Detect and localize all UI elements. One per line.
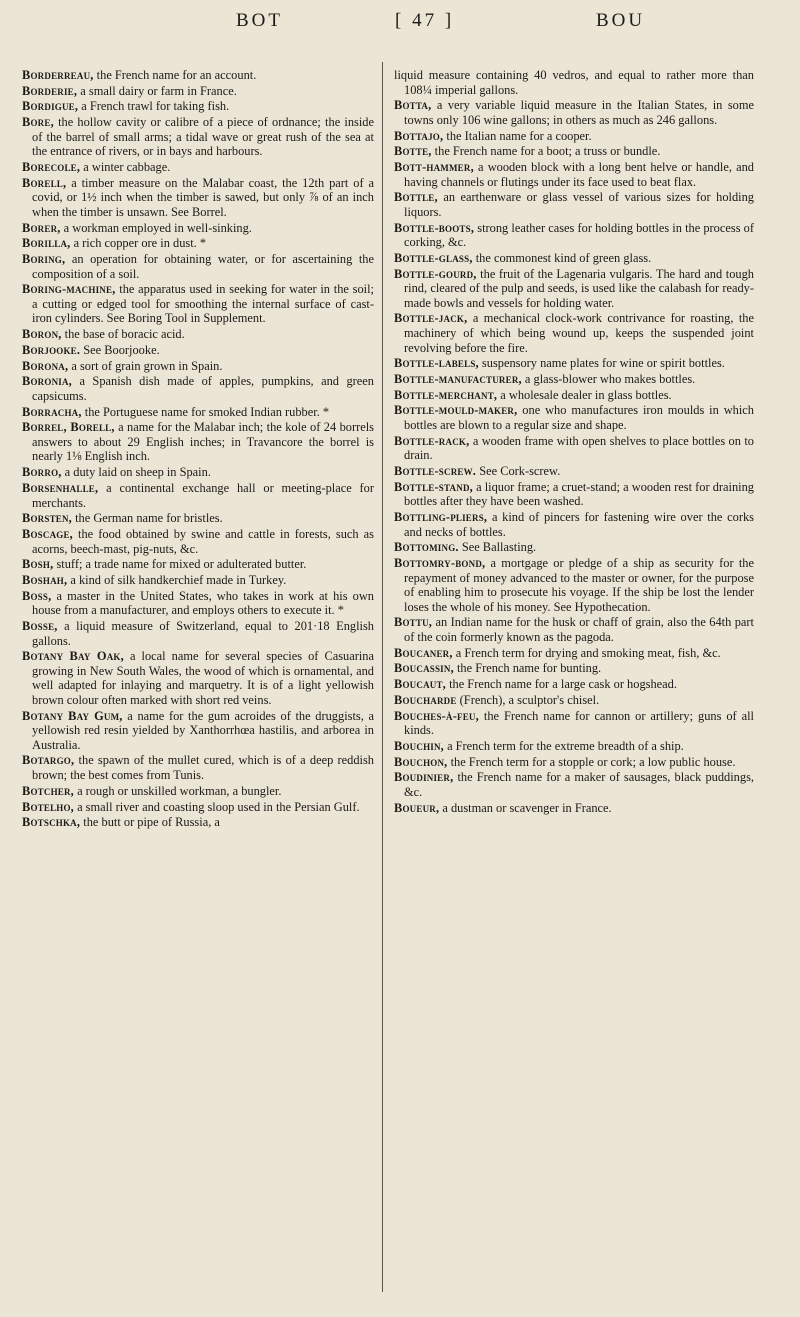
dictionary-entry	[394, 356, 754, 371]
entry-definition: a master in the United States, who takes in work at his own house from a manufacturer, and employs others to execute it. *	[32, 588, 374, 618]
entry-definition: liquid measure containing 40 vedros, and equal to rather more than 108¼ imperial gallons.	[394, 68, 754, 97]
entry-headword: Borell,	[22, 175, 67, 190]
page-number: [ 47 ]	[395, 10, 455, 31]
dictionary-entry	[22, 649, 374, 707]
entry-definition: a small dairy or farm in France.	[77, 83, 237, 98]
entry-headword: Botte,	[394, 144, 432, 159]
dictionary-entry	[22, 784, 374, 799]
entry-definition: the French name for a large cask or hogshead.	[445, 677, 677, 692]
entry-definition: a timber measure on the Malabar coast, the 12th part of a covid, or 1½ inch when the timber is sawed, but only ⅞ of an inch when the timber is unsawn. See Borrel.	[32, 175, 374, 219]
dictionary-entry	[22, 359, 374, 374]
dictionary-entry	[394, 434, 754, 463]
entry-headword: Bottle-manufacturer,	[394, 372, 522, 386]
entry-definition: the French name for cannon or artillery; guns of all kinds.	[404, 708, 754, 738]
dictionary-entry	[22, 252, 374, 281]
entry-headword: Bottle-labels,	[394, 356, 479, 371]
entry-definition: the French name for a boot; a truss or bundle.	[431, 144, 661, 159]
dictionary-entry	[394, 677, 754, 692]
dictionary-entry	[22, 753, 374, 782]
entry-headword: Borsenhalle,	[22, 480, 99, 495]
entry-headword: Boronia,	[22, 374, 72, 389]
entry-headword: Bottle-jack,	[394, 311, 468, 326]
entry-definition: one who manufactures iron moulds in which bottles are blown to a regular size and shape.	[404, 403, 754, 433]
entry-definition: the base of boracic acid.	[61, 327, 185, 342]
dictionary-entry	[394, 403, 754, 432]
entry-definition: a rich copper ore in dust. *	[70, 236, 207, 251]
entry-definition: an earthenware or glass vessel of various sizes for holding liquors.	[404, 190, 754, 219]
entry-headword: Boshah,	[22, 572, 68, 587]
entry-definition: a liquor frame; a cruet-stand; a wooden rest for draining bottles after they have been washed.	[404, 479, 754, 509]
entry-headword: Boring,	[22, 252, 66, 267]
entry-headword: Boron,	[22, 327, 62, 342]
entry-headword: Borilla,	[22, 236, 71, 251]
entry-definition: an operation for obtaining water, or for ascertaining the composition of a soil.	[32, 252, 374, 281]
header-right-guide-word: BOU	[596, 10, 646, 31]
left-column	[22, 68, 374, 1298]
entry-headword: Bottajo,	[394, 128, 444, 143]
entry-definition: the Italian name for a cooper.	[443, 128, 592, 143]
right-column	[394, 68, 754, 1298]
dictionary-entry	[22, 343, 374, 358]
entry-definition: a very variable liquid measure in the Italian States, in some towns only 106 wine gallons; in others as much as 246 gallons.	[404, 98, 754, 127]
entry-definition: a kind of silk handkerchief made in Turkey.	[67, 572, 287, 587]
entry-headword: Borrel, Borell,	[22, 420, 115, 435]
entry-headword: Borer,	[22, 220, 61, 235]
entry-definition: an Indian name for the husk or chaff of grain, also the 64th part of the coin formerly known as the pagoda.	[404, 615, 754, 644]
entry-definition: a wooden block with a long bent helve or handle, and having channels or flutings under its face used to beat flax.	[404, 160, 754, 189]
entry-definition: the food obtained by swine and cattle in forests, such as acorns, beech-mast, pig-nuts, &c.	[32, 526, 374, 556]
dictionary-entry	[22, 160, 374, 175]
dictionary-entry	[22, 68, 374, 83]
entry-definition: a mortgage or pledge of a ship as security for the repayment of money advanced to the master or owner, for the purpose of enabling him to prosecute his voyage. If the ship be lost the lender loses the whole of his money. See Hypothecation.	[404, 556, 754, 614]
entry-definition: (French), a sculptor's chisel.	[456, 692, 600, 707]
entry-headword: Bosh,	[22, 557, 54, 572]
running-header	[0, 10, 800, 38]
entry-definition: See Boorjooke.	[80, 342, 160, 357]
entry-definition: a mechanical clock-work contrivance for roasting, the machinery of which being wound up, keeps the suspended joint revolving before the fire.	[404, 311, 754, 355]
entry-headword: Botta,	[394, 98, 432, 113]
dictionary-entry	[394, 372, 754, 387]
entry-definition: the hollow cavity or calibre of a piece of ordnance; the inside of the barrel of small arms; a tidal wave or great rush of the sea at the entrance of rivers, or in bays and harbours.	[32, 115, 374, 159]
entry-definition: a continental exchange hall or meeting-place for merchants.	[32, 480, 374, 510]
entry-definition: the fruit of the Lagenaria vulgaris. The hard and tough rind, cleared of the pulp and seeds, is used like the calabash for ready-made bowls and vessels for holding water.	[404, 266, 754, 310]
entry-headword: Bottomry-bond,	[394, 556, 486, 571]
dictionary-entry	[394, 311, 754, 355]
entry-definition: the French name for bunting.	[453, 661, 602, 676]
dictionary-entry	[394, 464, 754, 479]
entry-definition: a French trawl for taking fish.	[78, 99, 230, 114]
dictionary-entry	[22, 221, 374, 236]
dictionary-entry	[394, 98, 754, 127]
entry-definition: See Ballasting.	[458, 540, 537, 555]
dictionary-entry	[22, 84, 374, 99]
dictionary-entry	[22, 557, 374, 572]
dictionary-entry	[22, 589, 374, 618]
entry-headword: Bouchon,	[394, 754, 448, 769]
dictionary-entry	[394, 388, 754, 403]
entry-headword: Boudinier,	[394, 770, 454, 785]
entry-definition: a name for the Malabar inch; the kole of 24 borrels answers to about 29 English inches; in Travancore the borrel is nearly 1⅛ English inch.	[32, 420, 374, 464]
entry-definition: a winter cabbage.	[80, 160, 171, 175]
dictionary-entry	[394, 661, 754, 676]
entry-headword: Botelho,	[22, 799, 74, 814]
entry-definition: the French name for a maker of sausages, black puddings, &c.	[404, 770, 754, 799]
dictionary-entry	[394, 693, 754, 708]
dictionary-entry	[22, 465, 374, 480]
entry-definition: a small river and coasting sloop used in the Persian Gulf.	[73, 799, 360, 814]
dictionary-entry	[22, 115, 374, 159]
entry-headword: Bottle-boots,	[394, 220, 475, 235]
entry-headword: Bottle-merchant,	[394, 387, 498, 402]
dictionary-entry	[394, 144, 754, 159]
entry-headword: Botany Bay Oak,	[22, 649, 124, 664]
dictionary-entry	[22, 327, 374, 342]
dictionary-entry	[394, 267, 754, 311]
entry-definition: a name for the gum acroides of the druggists, a yellowish red resin yielded by Xanthorrhœa hastilis, and arborea in Australia.	[32, 708, 374, 752]
dictionary-entry	[394, 755, 754, 770]
dictionary-entry	[394, 480, 754, 509]
dictionary-entry	[394, 556, 754, 614]
entry-headword: Bottle-screw.	[394, 464, 477, 479]
entry-headword: Bottle-mould-maker,	[394, 403, 518, 418]
entry-definition: suspensory name plates for wine or spirit bottles.	[478, 356, 725, 371]
entry-headword: Borderreau,	[22, 68, 94, 82]
dictionary-entry	[22, 815, 374, 830]
entry-definition: the commonest kind of green glass.	[472, 250, 652, 265]
entry-definition: a wooden frame with open shelves to place bottles on to drain.	[404, 433, 754, 463]
entry-definition: a French term for the extreme breadth of a ship.	[443, 738, 684, 753]
entry-headword: Borderie,	[22, 83, 78, 98]
entry-definition: a dustman or scavenger in France.	[439, 800, 612, 815]
dictionary-entry	[22, 282, 374, 326]
entry-headword: Bott-hammer,	[394, 160, 474, 175]
dictionary-entry	[22, 481, 374, 510]
dictionary-entry	[394, 646, 754, 661]
entry-headword: Bosse,	[22, 619, 58, 633]
entry-headword: Bottle-stand,	[394, 479, 473, 494]
entry-headword: Borracha,	[22, 404, 82, 419]
dictionary-entry	[394, 160, 754, 189]
entry-headword: Boss,	[22, 588, 52, 603]
entry-headword: Boucaut,	[394, 677, 446, 692]
entry-headword: Botcher,	[22, 783, 74, 798]
entry-definition: a duty laid on sheep in Spain.	[61, 465, 211, 480]
entry-definition: a rough or unskilled workman, a bungler.	[73, 783, 282, 798]
dictionary-entry	[22, 527, 374, 556]
dictionary-entry	[394, 801, 754, 816]
entry-definition: a glass-blower who makes bottles.	[521, 372, 696, 386]
dictionary-entry	[394, 540, 754, 555]
header-left-guide-word: BOT	[236, 10, 283, 31]
entry-definition: a local name for several species of Casuarina growing in New South Wales, the wood of which is ornamental, and well adapted for inlaying and marquetry. It is of a light yellowish brown colour often marked with short red veins.	[32, 649, 374, 707]
entry-headword: Bottle,	[394, 190, 438, 205]
entry-headword: Bottu,	[394, 615, 433, 630]
entry-headword: Boucaner,	[394, 645, 453, 660]
entry-definition: the butt or pipe of Russia, a	[80, 815, 220, 830]
entry-headword: Boueur,	[394, 800, 440, 815]
entry-headword: Bouches-à-feu,	[394, 708, 479, 723]
entry-headword: Boring-machine,	[22, 282, 116, 297]
dictionary-entry	[22, 619, 374, 648]
entry-headword: Bottle-glass,	[394, 250, 473, 265]
entry-headword: Bore,	[22, 115, 54, 130]
entry-headword: Bottoming.	[394, 540, 459, 555]
columns	[22, 68, 782, 1298]
dictionary-entry	[394, 251, 754, 266]
dictionary-entry	[394, 510, 754, 539]
dictionary-entry	[394, 615, 754, 644]
entry-headword: Borsten,	[22, 511, 72, 526]
dictionary-entry	[394, 190, 754, 219]
entry-definition: a liquid measure of Switzerland, equal to 201·18 English gallons.	[32, 619, 374, 648]
entry-definition: a French term for drying and smoking meat, fish, &c.	[452, 645, 721, 660]
dictionary-entry	[22, 420, 374, 464]
entry-definition: a workman employed in well-sinking.	[60, 220, 252, 235]
dictionary-entry	[394, 739, 754, 754]
entry-definition: the spawn of the mullet cured, which is of a deep reddish brown; the best comes from Tunis.	[32, 753, 374, 783]
entry-headword: Bottling-pliers,	[394, 510, 488, 525]
entry-headword: Botargo,	[22, 753, 75, 768]
dictionary-entry	[394, 221, 754, 250]
dictionary-entry	[22, 236, 374, 251]
dictionary-entry	[22, 511, 374, 526]
entry-headword: Bottle-gourd,	[394, 266, 477, 281]
entry-definition: See Cork-screw.	[476, 464, 561, 479]
dictionary-entry	[22, 374, 374, 403]
dictionary-entry	[394, 129, 754, 144]
dictionary-entry	[22, 800, 374, 815]
entry-headword: Bottle-rack,	[394, 433, 470, 448]
entry-definition: stuff; a trade name for mixed or adulterated butter.	[53, 557, 307, 572]
entry-definition: strong leather cases for holding bottles in the process of corking, &c.	[404, 220, 754, 250]
entry-headword: Borecole,	[22, 160, 81, 175]
entry-definition: the French name for an account.	[93, 68, 257, 82]
entry-definition: the German name for bristles.	[71, 511, 223, 526]
entry-headword: Botany Bay Gum,	[22, 708, 123, 723]
entry-headword: Bordigue,	[22, 99, 79, 114]
dictionary-entry	[22, 99, 374, 114]
entry-definition: a Spanish dish made of apples, pumpkins, and green capsicums.	[32, 374, 374, 403]
entry-headword: Bouchardе	[394, 692, 457, 707]
entry-definition: the apparatus used in seeking for water in the soil; a cutting or edged tool for smoothing the internal surface of cast-iron cylinders. See Boring Tool in Supplement.	[32, 282, 374, 326]
entry-definition: a sort of grain grown in Spain.	[68, 358, 223, 373]
dictionary-entry	[394, 68, 754, 97]
dictionary-entry	[22, 405, 374, 420]
entry-definition: a wholesale dealer in glass bottles.	[497, 387, 672, 402]
entry-headword: Bouchin,	[394, 738, 444, 753]
entry-headword: Boscage,	[22, 526, 73, 541]
entry-headword: Borro,	[22, 465, 62, 480]
dictionary-entry	[22, 573, 374, 588]
entry-headword: Boucassin,	[394, 661, 454, 676]
entry-headword: Borona,	[22, 358, 69, 373]
dictionary-entry	[394, 709, 754, 738]
entry-headword: Botschka,	[22, 815, 81, 830]
entry-definition: a kind of pincers for fastening wire over the corks and necks of bottles.	[404, 510, 754, 539]
entry-definition: the Portuguese name for smoked Indian rubber. *	[81, 404, 330, 419]
dictionary-entry	[22, 709, 374, 753]
entry-definition: the French term for a stopple or cork; a low public house.	[447, 754, 736, 769]
entry-headword: Borjooke.	[22, 342, 81, 357]
dictionary-entry	[22, 176, 374, 220]
dictionary-entry	[394, 770, 754, 799]
